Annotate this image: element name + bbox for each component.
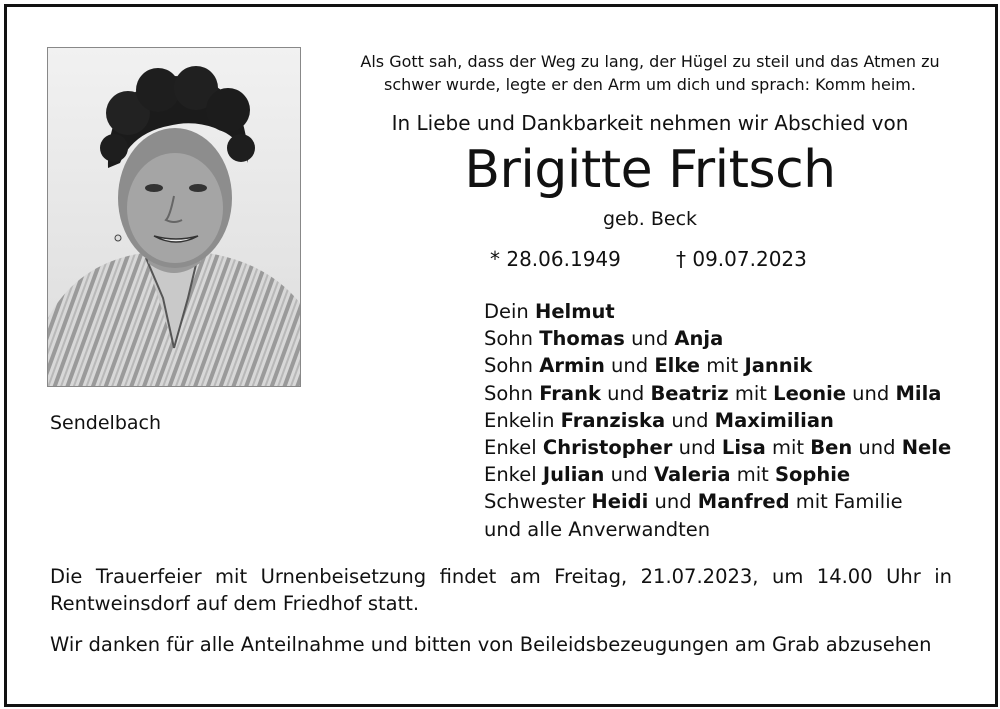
thanks-notice: Wir danken für alle Anteilnahme und bitten von Beileidsbezeugungen am Grab abzusehen bbox=[50, 633, 932, 656]
funeral-ceremony-notice: Die Trauerfeier mit Urnenbeisetzung findet am Freitag, 21.07.2023, um 14.00 Uhr in Rentweinsdorf auf dem Friedhof statt. bbox=[50, 565, 952, 615]
mourner-name: Mila bbox=[895, 381, 942, 405]
mourner-name: Nele bbox=[901, 436, 952, 460]
mourner-name: Jannik bbox=[744, 354, 813, 378]
poem-line: schwer wurde, legte er den Arm um dich und sprach: Komm heim. bbox=[384, 75, 916, 94]
mourner-name: Anja bbox=[674, 327, 724, 351]
mourner-name: Ben bbox=[810, 436, 853, 460]
poem-line: Als Gott sah, dass der Weg zu lang, der Hügel zu steil und das Atmen zu bbox=[360, 52, 940, 71]
mourner-name: Beatriz bbox=[650, 381, 729, 405]
mourner-name: Valeria bbox=[653, 463, 731, 487]
mourner-name: Sophie bbox=[774, 463, 851, 487]
memorial-poem bbox=[320, 50, 980, 96]
mourner-line: Dein Helmut bbox=[484, 300, 615, 323]
death-date: † 09.07.2023 bbox=[676, 247, 807, 271]
mourner-line: Enkel Julian und Valeria mit Sophie bbox=[484, 463, 851, 487]
mourner-name: Helmut bbox=[535, 300, 615, 323]
deceased-name: Brigitte Fritsch bbox=[464, 140, 836, 200]
mourners-list bbox=[484, 298, 951, 543]
mourner-name: Leonie bbox=[773, 381, 846, 405]
mourner-name: Manfred bbox=[697, 490, 790, 514]
mourner-name: Lisa bbox=[721, 436, 766, 460]
birth-date: * 28.06.1949 bbox=[490, 247, 621, 271]
mourner-name: Maximilian bbox=[714, 408, 834, 432]
mourner-name: Armin bbox=[539, 354, 605, 378]
mourner-line: Enkelin Franziska und Maximilian bbox=[484, 408, 834, 432]
mourner-line: Schwester Heidi und Manfred mit Familie bbox=[484, 490, 903, 514]
mourner-line: Sohn Armin und Elke mit Jannik bbox=[484, 354, 813, 378]
mourner-name: Heidi bbox=[591, 490, 649, 514]
place-of-residence: Sendelbach bbox=[50, 412, 162, 434]
portrait-photo bbox=[47, 47, 301, 387]
mourner-name: Elke bbox=[654, 354, 701, 378]
mourner-name: Frank bbox=[539, 381, 601, 405]
mourner-name: Julian bbox=[542, 463, 605, 487]
mourner-line: Enkel Christopher und Lisa mit Ben und Nele bbox=[484, 436, 952, 460]
mourner-line: Sohn Frank und Beatriz mit Leonie und Mila bbox=[484, 381, 942, 405]
mourner-name: Thomas bbox=[539, 327, 625, 351]
mourner-line: Sohn Thomas und Anja bbox=[484, 327, 724, 351]
mourner-name: Christopher bbox=[542, 436, 673, 460]
maiden-name: geb. Beck bbox=[602, 208, 698, 230]
mourner-line: und alle Anverwandten bbox=[484, 517, 711, 541]
mourner-name: Franziska bbox=[560, 408, 666, 432]
farewell-intro: In Liebe und Dankbarkeit nehmen wir Abschied von bbox=[391, 111, 909, 135]
